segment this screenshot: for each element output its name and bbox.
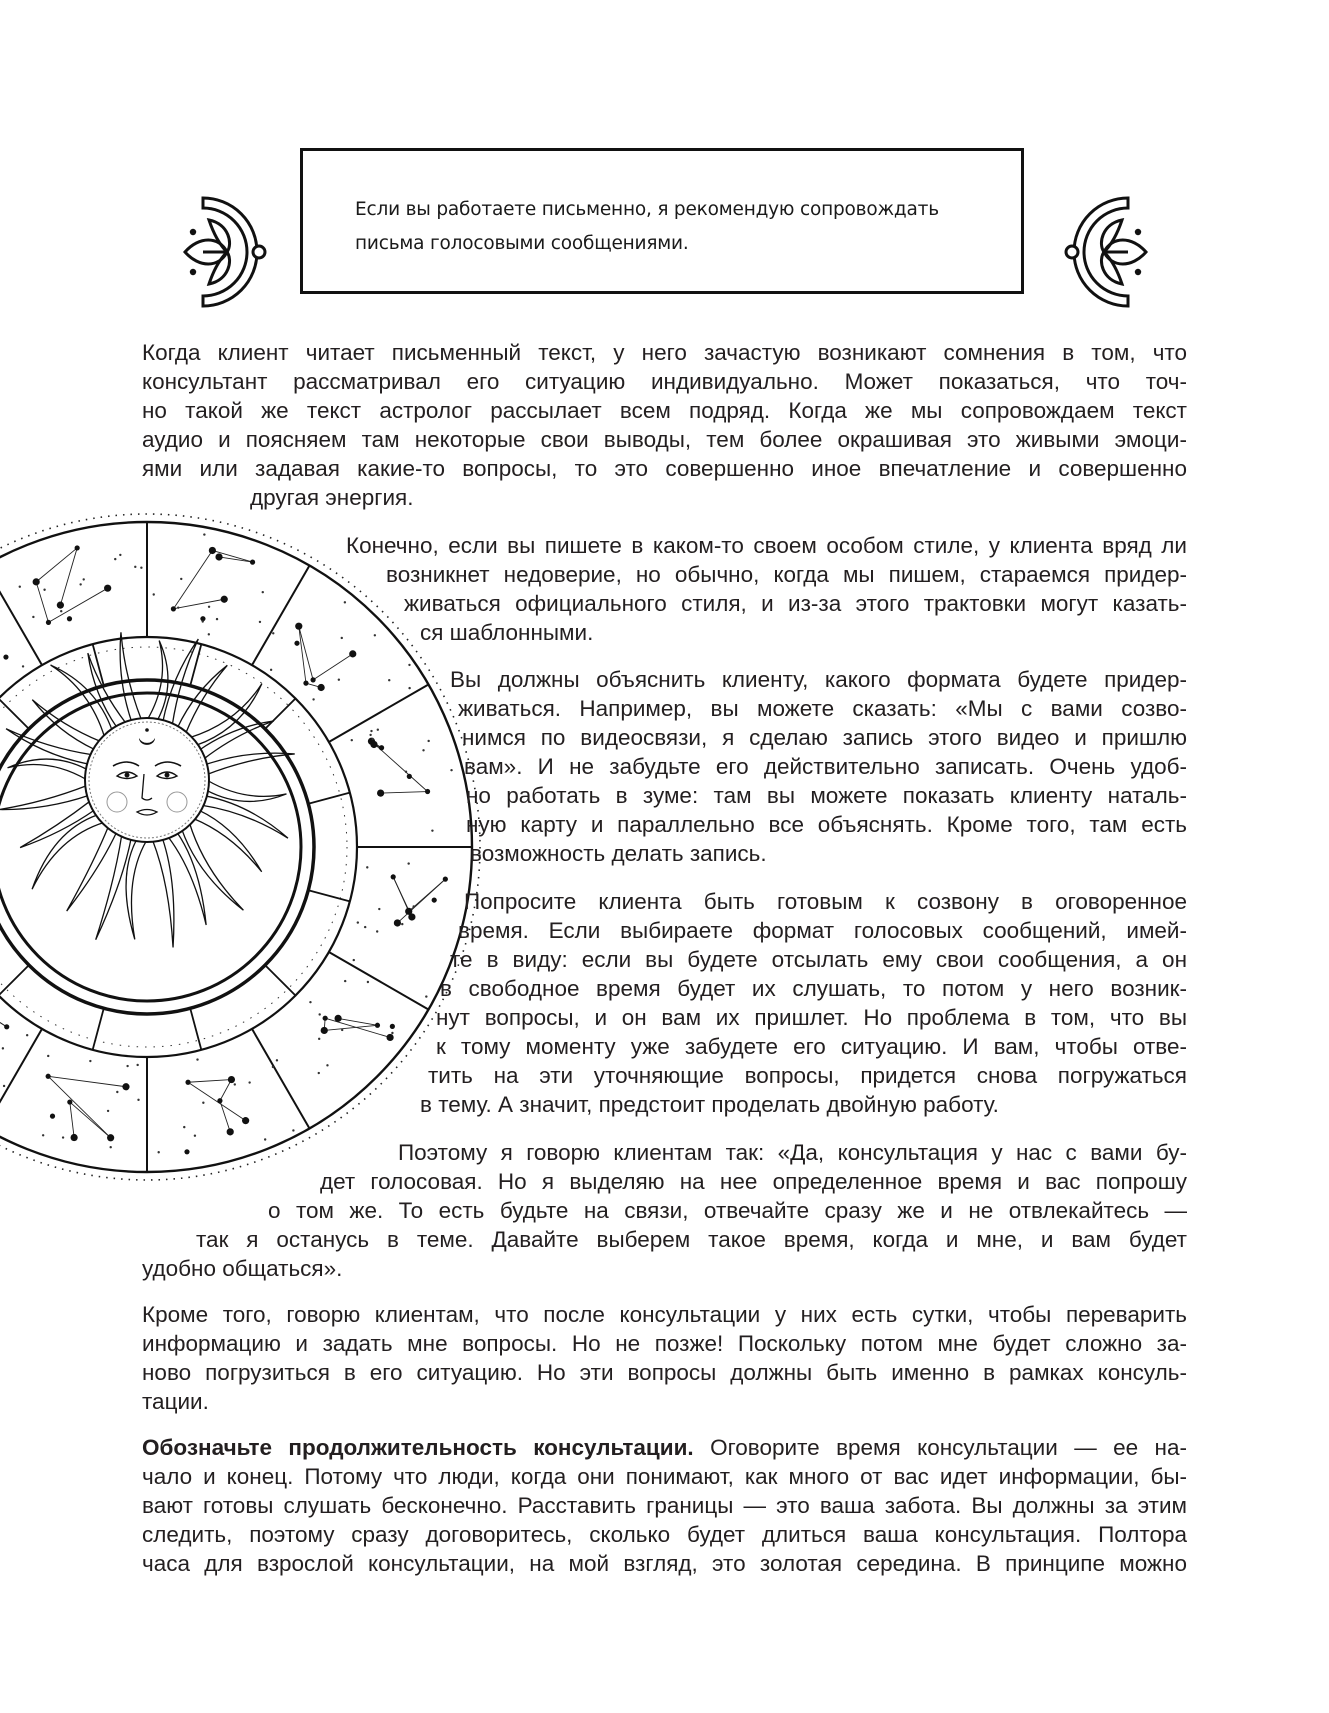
background-star [89,1060,91,1062]
constellation-line [393,877,409,911]
background-star [318,1038,320,1040]
background-star [208,606,210,608]
sun-ray [0,785,89,809]
background-star [153,593,155,595]
constellation-star [349,650,356,657]
background-star [376,930,378,932]
constellation-line [48,1076,126,1086]
background-star [32,616,34,618]
background-star [366,866,368,868]
constellation-line [36,548,77,582]
house-divider-line [0,1029,42,1129]
text-line: дет голосовая. Но я выделяю на нее определенное время и вас попрошу [320,1169,1187,1194]
text-line: нут вопросы, и он вам их пришлет. Но проблема в том, что вы [436,1005,1187,1030]
callout-box [300,148,1024,294]
inner-divider-line [190,644,201,686]
constellation-line [220,1080,232,1101]
background-star [276,1059,278,1061]
text-line: Конечно, если вы пишете в каком-то своем особом стиле, у клиента вряд ли [346,533,1187,558]
constellation-star [294,641,299,646]
background-star [264,1138,266,1140]
background-star [407,862,409,864]
background-star [259,621,261,623]
background-star [140,567,142,569]
constellation-star [394,919,401,926]
background-star [431,829,433,831]
background-star [341,637,343,639]
inner-divider-line [0,699,29,729]
background-star [136,1064,138,1066]
text-line: к тому моменту уже забудете его ситуацию. И вам, чтобы отве- [436,1034,1187,1059]
constellation-line [299,626,306,683]
right-pupil [165,773,170,778]
background-star [119,554,121,556]
background-star [353,959,355,961]
background-star [42,1134,44,1136]
sun-ray [67,826,117,911]
constellation-star [228,1076,235,1083]
text-line: так я останусь в теме. Давайте выберем такое время, когда и мне, и вам будет [196,1227,1187,1252]
constellation-line [60,548,77,605]
constellation-star [4,1024,9,1029]
constellation-star [104,585,111,592]
constellation-star [335,1015,342,1022]
background-star [47,1055,49,1057]
background-star [3,1085,5,1087]
background-star [26,1034,28,1036]
constellation-line [36,582,48,623]
constellation-star [242,1117,249,1124]
sun-ray [120,632,141,722]
constellation-star [107,1134,114,1141]
background-star [60,610,62,612]
constellation-star [443,877,448,882]
background-star [202,620,204,622]
constellation-line [0,1006,7,1027]
constellation-star [405,908,412,915]
text-line: часа для взрослой консультации, на мой взгляд, это золотая середина. В принципе можно [142,1551,1187,1576]
text-line: тить на эти уточняющие вопросы, придется снова погружаться [428,1063,1187,1088]
constellation-star [57,602,64,609]
text-line: Когда клиент читает письменный текст, у него зачастую возникают сомнения в том, что [142,340,1187,365]
background-star [62,1136,64,1138]
background-star [183,1126,185,1128]
constellation-star [321,1027,328,1034]
constellation-star [379,745,384,750]
text-line: Кроме того, говорю клиентам, что после консультации у них есть сутки, чтобы переварить [142,1302,1187,1327]
inner-divider-line [93,1008,104,1050]
constellation-star [67,1099,72,1104]
constellation-star [184,1149,189,1154]
text-line: ново погрузиться в его ситуацию. Но эти вопросы должны быть именно в рамках консуль- [142,1360,1187,1385]
background-star [180,578,182,580]
background-star [309,1001,311,1003]
constellation-star [318,684,325,691]
constellation-line [188,1080,231,1083]
constellation-line [313,654,353,680]
constellation-line [48,1076,110,1137]
left-pupil [125,773,130,778]
background-star [216,618,218,620]
text-line: но такой же текст астролог рассылает всем подряд. Когда же мы сопровождаем текст [142,398,1187,423]
background-star [408,664,410,666]
background-star [338,679,340,681]
sun-ray [152,838,173,947]
moon-dot [145,728,149,732]
background-star [43,589,45,591]
background-star [114,558,116,560]
background-star [196,1058,198,1060]
text-line: ную карту и параллельно все объяснять. Кроме того, там есть [466,812,1187,837]
background-star [364,926,366,928]
text-line: в свободное время будет их слушать, то потом у него возник- [440,976,1187,1001]
text-line: следить, поэтому сразу договоритесь, сколько будет длиться ваша консультация. Полтора [142,1522,1187,1547]
background-star [312,698,314,700]
background-star [388,679,390,681]
inner-divider-line [265,965,295,995]
constellation-star [303,681,308,686]
background-star [110,1146,112,1148]
text-line: нимся по видеосвязи, я сделаю запись этого видео и пришлю [462,725,1187,750]
dotted-inner-ring [0,647,347,1047]
background-star [22,665,24,667]
background-star [318,1072,320,1074]
constellation-star [407,774,412,779]
constellation-star [425,789,430,794]
background-star [367,981,369,983]
sun-ray [202,796,288,838]
background-star [272,632,274,634]
inner-divider-line [308,793,350,804]
background-star [412,905,414,907]
background-star [378,908,380,910]
background-star [137,1099,139,1101]
sun-ray [206,780,286,801]
background-star [272,1066,274,1068]
background-star [19,585,21,587]
constellation-star [390,1024,395,1029]
background-star [326,1064,328,1066]
lotus-ornament-left-icon [183,196,273,308]
background-star [126,1065,128,1067]
constellation-star [250,560,255,565]
background-star [79,583,81,585]
background-star [401,923,403,925]
constellation-star [46,620,51,625]
bold-lead: Обозначьте продолжительность консультации. [142,1435,694,1460]
constellation-star [46,1074,51,1079]
text-line: вают готовы слушать бесконечно. Расставить границы — это ваша забота. Вы должны за этим [142,1493,1187,1518]
house-divider-line [329,952,429,1010]
background-star [422,749,424,751]
background-star [318,1013,320,1015]
background-star [405,771,407,773]
background-star [344,980,346,982]
house-divider-line [329,685,429,743]
lotus-ornament-right-icon [1058,196,1148,308]
background-star [202,1102,204,1104]
text-line: Поэтому я говорю клиентам так: «Да, консультация у нас с вами бу- [398,1140,1187,1165]
background-star [177,606,179,608]
callout-line: Если вы работаете письменно, я рекомендую сопровождать [355,199,939,220]
background-star [371,738,373,740]
background-star [116,1091,118,1093]
constellation-line [70,1102,111,1138]
background-star [203,533,205,535]
background-star [351,739,353,741]
background-star [270,669,272,671]
background-star [341,1029,343,1031]
inner-divider-line [0,965,29,995]
text-line: возникнет недоверие, но обычно, когда мы пишем, стараемся придер- [386,562,1187,587]
constellation-star [71,1134,78,1141]
sun-ray [126,839,147,939]
constellation-line [299,626,313,680]
text-line: консультант рассматривал его ситуацию индивидуально. Может показаться, что точ- [142,369,1187,394]
text-line: те в виду: если вы будете отсылать ему свои сообщения, а он [450,947,1187,972]
sun-ray [177,665,227,733]
text-line: время. Если выбираете формат голосовых сообщений, имей- [458,918,1187,943]
text-line: но работать в зуме: там вы можете показать клиенту наталь- [466,783,1187,808]
constellation-star [50,1114,55,1119]
background-star [157,1151,159,1153]
background-star [292,1129,294,1131]
background-star [262,591,264,593]
sun-ray [51,665,113,737]
text-line: аудио и поясняем там некоторые свои выводы, тем более окрашивая это живыми эмоци- [142,427,1187,452]
background-star [83,578,85,580]
constellation-line [173,599,224,609]
background-star [374,634,376,636]
text-line: Вы должны объяснить клиенту, какого формата будете придер- [450,667,1187,692]
constellation-star [377,789,384,796]
background-star [408,687,410,689]
constellation-star [221,596,228,603]
inner-divider-line [190,1008,201,1050]
constellation-star [75,545,80,550]
sun-ray [32,700,100,750]
constellation-star [171,606,176,611]
text-line: информацию и задать мне вопросы. Но не позже! Поскольку потом мне будет сложно за- [142,1331,1187,1356]
constellation-star [33,578,40,585]
background-star [377,728,379,730]
constellation-line [220,1101,230,1132]
text-line: о том же. То есть будьте на связи, отвечайте сразу же и не отвлекайтесь — [268,1198,1187,1223]
text-line: Обозначьте продолжительность консультации. Оговорите время консультации — ее на- [142,1435,1187,1460]
constellation-star [310,677,315,682]
text-line: чало и конец. Потому что люди, когда они понимают, как много от вас идет информации, бы- [142,1464,1187,1489]
constellation-star [391,874,396,879]
constellation-star [3,654,8,659]
text-line: возможность делать запись. [470,841,767,866]
text-line: удобно общаться». [142,1256,343,1281]
constellation-line [219,557,253,562]
text-line: вам». И не забудьте его действительно записать. Очень удоб- [464,754,1187,779]
sun-face [85,718,209,842]
house-divider-line [252,1029,310,1129]
text-line: в тему. А значит, предстоит проделать двойную работу. [420,1092,999,1117]
background-star [450,769,452,771]
constellation-line [70,1102,74,1137]
background-star [234,1083,236,1085]
text-line: живаться. Например, вы можете сказать: «Мы с вами созво- [458,696,1187,721]
background-star [370,730,372,732]
background-star [248,1081,250,1083]
text-line: ями или задавая какие-то вопросы, то это совершенно иное впечатление и совершенно [142,456,1187,481]
inner-divider-line [265,699,295,729]
background-star [208,633,210,635]
house-divider-line [252,566,310,666]
constellation-star [209,547,216,554]
constellation-star [67,616,72,621]
background-star [391,1032,393,1034]
callout-text [355,193,1001,261]
background-star [427,740,429,742]
constellation-star [323,1016,328,1021]
inner-divider-line [308,890,350,901]
constellation-star [295,623,302,630]
text-line: Попросите клиента быть готовым к созвону в оговоренное [464,889,1187,914]
constellation-line [188,1082,246,1120]
background-star [425,995,427,997]
background-star [369,734,371,736]
constellation-star [370,741,377,748]
text-line: живаться официального стиля, и из-за этого трактовки могут казать- [404,591,1187,616]
background-star [2,1047,4,1049]
constellation-star [375,1023,380,1028]
text-line: другая энергия. [250,485,414,510]
background-star [107,1110,109,1112]
background-star [357,921,359,923]
constellation-line [325,1018,390,1037]
text-line: ся шаблонными. [420,620,594,645]
constellation-star [386,1034,393,1041]
text-line: тации. [142,1389,209,1414]
callout-line: письма голосовыми сообщениями. [355,233,689,254]
background-star [194,1135,196,1137]
background-star [344,601,346,603]
constellation-star [432,897,437,902]
constellation-star [217,1098,222,1103]
constellation-line [381,792,428,794]
constellation-star [122,1083,129,1090]
constellation-star [185,1080,190,1085]
constellation-line [173,550,212,608]
constellation-star [215,553,222,560]
constellation-star [227,1128,234,1135]
background-star [134,566,136,568]
